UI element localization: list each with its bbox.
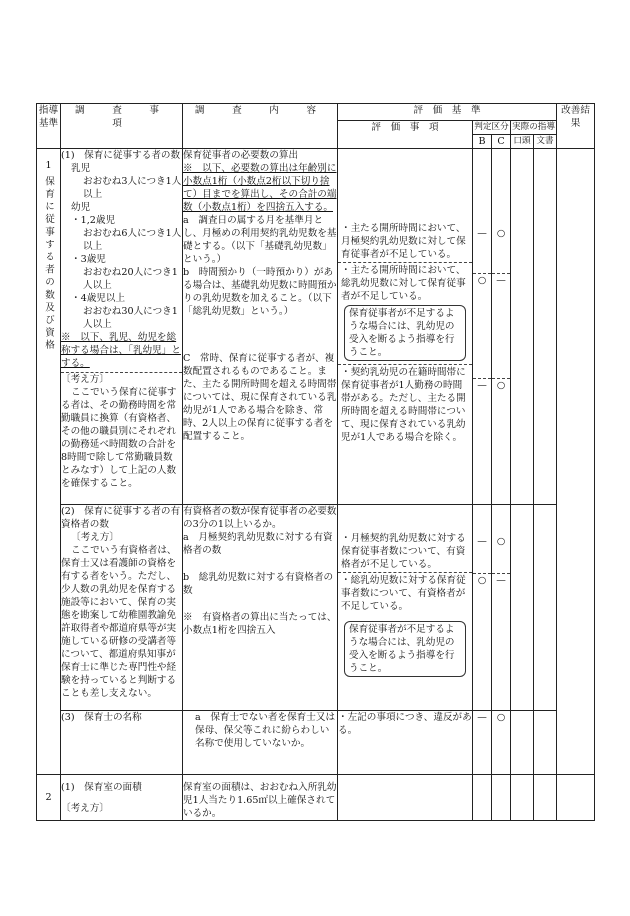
s1-r1-kangae-title: 〔考え方〕 [61,372,182,386]
s1-r2-kangae-title: 〔考え方〕 [71,532,119,543]
s1-r3-item-title: (3) 保育士の名称 [61,712,142,723]
s1-r2-content-note: ※ 有資格者の算出に当たっては、小数点1桁を四捨五入 [183,612,337,636]
s1-r2-eval2-c: — [492,573,510,587]
header-standard: 指導基準 [37,104,61,149]
s2-r1-content: 保育室の面積は、おおむね入所乳幼児1人当たり1.65㎡以上確保されているか。 [183,775,338,821]
header-result: 改善結果 [557,104,595,149]
section2-number: 2 [37,775,61,821]
header-actual: 実際の指導 [511,121,557,135]
header-eval-group: 評 価 基 準 [338,104,557,121]
s1-r1-b [473,149,492,505]
s1-r2-eval2 [338,572,472,680]
s1-r2-eval2-note: 保育従事者が不足するような場合には、乳幼児の受入を断るよう指導を行うこと。 [344,621,466,677]
s1-r1-c [492,149,511,505]
s2-r1-item [61,775,183,821]
s1-r3-b: — [473,711,492,775]
s1-r2-c [492,505,511,711]
header-doc: 文書 [534,135,557,149]
s1-r2-doc [534,505,557,711]
s1-r2-eval2-text: ・総乳幼児数に対する保育従事者数について、有資格者が不足している。 [341,575,466,612]
s1-r1-eval2-note: 保育従事者が不足するような場合には、乳幼児の受入を断るよう指導を行うこと。 [344,305,466,361]
section1-title: 保育に従事する者の数及び資格 [43,176,54,353]
s1-r1-item-line: おおむね30人につき1人以上 [83,306,178,330]
s1-r2-eval1-c: ○ [496,536,506,547]
s1-r3-item [61,711,183,775]
s1-r3-c: ○ [492,711,511,775]
s1-r1-doc [534,149,557,505]
s1-r1-item-note: ※ 以下、乳児、幼児を総称する場合は、「乳幼児」とする。 [61,332,181,369]
header-content: 調 査 内 容 [183,104,338,149]
s1-r2-eval [338,505,473,711]
s1-r2-content-a: a 月極契約乳幼児数に対する有資格者の数 [183,532,333,556]
s1-result [557,149,595,775]
s1-r1-eval3: ・契約乳幼児の在籍時間帯に保育従事者が1人勤務の時間帯がある。ただし、主たる開所時間を超える時間帯について、現に保育されている乳幼児が1人である場合を除く。 [338,364,472,445]
s1-r1-content [183,149,338,505]
s1-r1-eval3-c: ○ [492,378,510,392]
s1-r2-eval1: ・月極契約乳幼児数に対する保育従事者数について、有資格者が不足している。 [341,533,466,570]
s1-r1-item-line: 幼児 [71,202,91,213]
s1-r3-oral [511,711,534,775]
inspection-standards-table [36,103,595,821]
s1-r2-eval2-b: ○ [473,573,491,587]
s1-r1-item-line: おおむね3人につき1人以上 [83,176,182,200]
s1-r2-oral [511,505,534,711]
s1-r1-eval1-c: ○ [496,228,506,239]
s1-r1-eval2-c: — [492,273,510,378]
s1-r1-item-line: おおむね6人につき1人以上 [83,228,182,252]
inspection-table-page [36,103,594,821]
section1-standard-cell [37,149,61,775]
s1-r1-item-line: おおむね20人につき1人以上 [83,267,178,291]
header-c: C [492,135,511,149]
s1-r2-eval1-b: — [477,536,487,547]
header-eval-item: 評 価 事 項 [338,121,473,149]
s1-r1-eval1: ・主たる開所時間において、月極契約乳幼児数に対して保育従事者が不足している。 [341,223,466,260]
s1-r1-content-note: ※ 以下、必要数の算出は年齢別に小数点1桁（小数点2桁以下切り捨て）目までを算出し、その合計の端数（小数点1桁）を四捨五入する。 [183,163,337,213]
s2-r1-oral [511,775,534,821]
s1-r2-content-lead: 有資格者の数が保育従事者の必要数の3分の1以上いるか。 [183,506,337,530]
s1-r1-eval2 [338,262,472,364]
s1-r1-eval2-text: ・主たる開所時間において、総乳幼児数に対して保育従事者が不足している。 [341,265,466,302]
s2-r1-c [492,775,511,821]
s2-r1-doc [534,775,557,821]
s2-r1-eval [338,775,473,821]
header-item: 調 査 事 項 [61,104,183,149]
s1-r1-item-line: ・4歳児以上 [71,293,126,304]
s1-r2-kangae-text: ここでいう有資格者は、保育士又は看護師の資格を有する者をいう。ただし、少人数の乳幼児を保育する施設等において、保育の実態を勘案して幼稚園教諭免許取得者や都道府県等が実施している研修の受講者等について、都道府県知事が保育士に準じた専門性や経験を持っていると判断することも差し支えない。 [61,545,177,699]
s1-r1-eval2-b: ○ [473,273,491,378]
s1-r1-eval3-b: — [473,378,491,392]
s2-result [557,775,595,821]
s1-r1-content-b: b 時間預かり（一時預かり）がある場合は、基礎乳幼児数に時間預かりの乳幼児数を加えること。（以下「総乳幼児数」という。） [183,267,337,317]
s1-r1-item [61,149,183,505]
header-judgement: 判定区分 [473,121,511,135]
section1-number: 1 [45,160,52,171]
s1-r2-b [473,505,492,711]
s1-r3-eval: ・左記の事項につき、違反がある。 [338,711,473,775]
s1-r1-oral [511,149,534,505]
s1-r2-content-b: b 総乳幼児数に対する有資格者の数 [183,572,334,596]
s2-r1-kangae-title: 〔考え方〕 [61,803,109,814]
s1-r1-eval [338,149,473,505]
s1-r1-eval1-b: — [477,228,487,239]
s1-r1-content-a: a 調査日の属する月を基準月とし、月極めの利用契約乳幼児数を基礎とする。（以下「基礎乳幼児数」という。） [183,215,337,265]
s1-r2-item [61,505,183,711]
s1-r1-content-c: C 常時、保育に従事する者が、複数配置されるものであること。また、主たる開所時間を超える時間帯については、現に保育されている乳幼児が1人である場合を除き、常時、2人以上の保育に従事する者を配置すること。 [183,353,337,442]
s2-r1-b [473,775,492,821]
s1-r1-item-line: ・1,2歳児 [71,215,116,226]
s1-r1-item-line: (1) 保育に従事する者の数 [61,150,181,161]
header-b: B [473,135,492,149]
s1-r2-item-title: (2) 保育に従事する者の有資格者の数 [61,506,181,530]
s1-r3-content: a 保育士でない者を保育士又は保母、保父等これに紛らわしい名称で使用していないか。 [183,711,338,775]
s1-r2-content [183,505,338,711]
s1-r1-item-line: 乳児 [71,163,91,174]
s2-r1-item-title: (1) 保育室の面積 [61,782,142,793]
s1-r1-item-line: ・3歳児 [71,254,106,265]
header-oral: 口頭 [511,135,534,149]
s1-r3-doc [534,711,557,775]
s1-r1-content-lead: 保育従事者の必要数の算出 [183,150,299,161]
s1-r1-kangae-text: ここでいう保育に従事する者は、その勤務時間を常勤職員に換算（有資格者、その他の職員別にそれぞれの勤務延べ時間数の合計を8時間で除して常勤職員数とみなす）して上記の人数を確保すること。 [61,387,177,489]
